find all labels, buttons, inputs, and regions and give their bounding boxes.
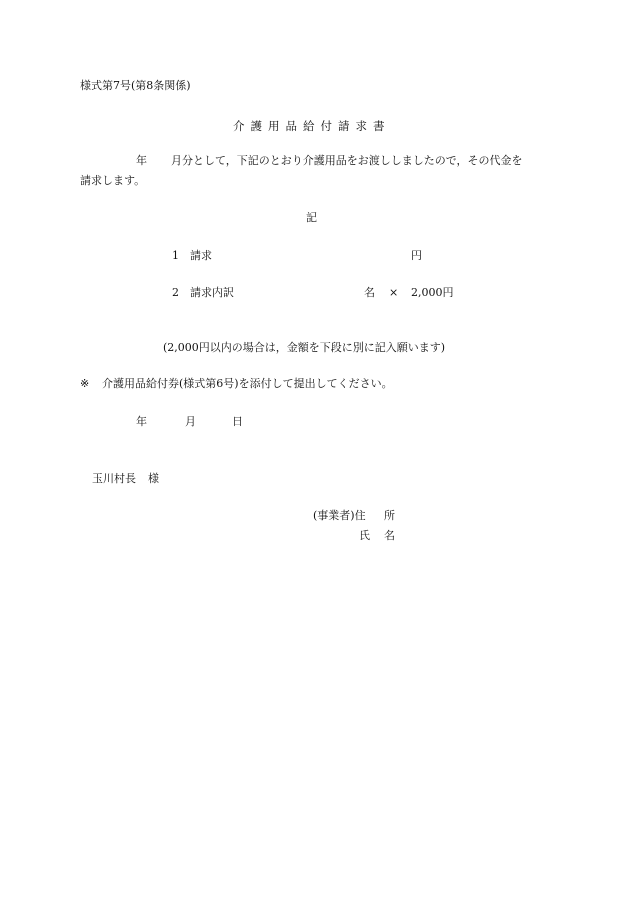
item-1-label: 請求 [190,249,212,262]
form-number: 様式第7号(第8条関係) [80,79,191,92]
item-1-number: 1 [172,249,179,262]
amount-note: (2,000円以内の場合は，金額を下段に別に記入願います) [163,341,446,354]
date-month: 月 [185,415,196,428]
attach-text: 介護用品給付券(様式第6号)を添付して提出してください。 [102,377,393,390]
date-year: 年 [136,415,147,428]
date-day: 日 [232,415,243,428]
document-title: 介護用品給付請求書 [233,119,391,133]
addressee-honorific: 様 [148,472,159,485]
signatory-role: (事業者)住 [313,509,366,522]
intro-line-1: 月分として，下記のとおり介護用品をお渡ししましたので，その代金を [171,154,523,167]
item-2-unit: 名 [364,286,375,299]
item-2-price: 2,000円 [411,286,454,299]
signatory-name-label-1: 氏 [359,529,370,542]
attach-mark: ※ [80,377,90,390]
signatory-address-suffix: 所 [384,509,395,522]
intro-line-2: 請求します。 [80,174,146,187]
item-2-times: × [389,286,399,299]
item-2-number: 2 [172,286,179,299]
addressee-name: 玉川村長 [92,472,136,485]
item-1-unit: 円 [411,249,422,262]
signatory-name-label-2: 名 [384,529,395,542]
ki-heading: 記 [306,211,317,224]
intro-year-label: 年 [136,154,147,167]
item-2-label: 請求内訳 [190,286,234,299]
